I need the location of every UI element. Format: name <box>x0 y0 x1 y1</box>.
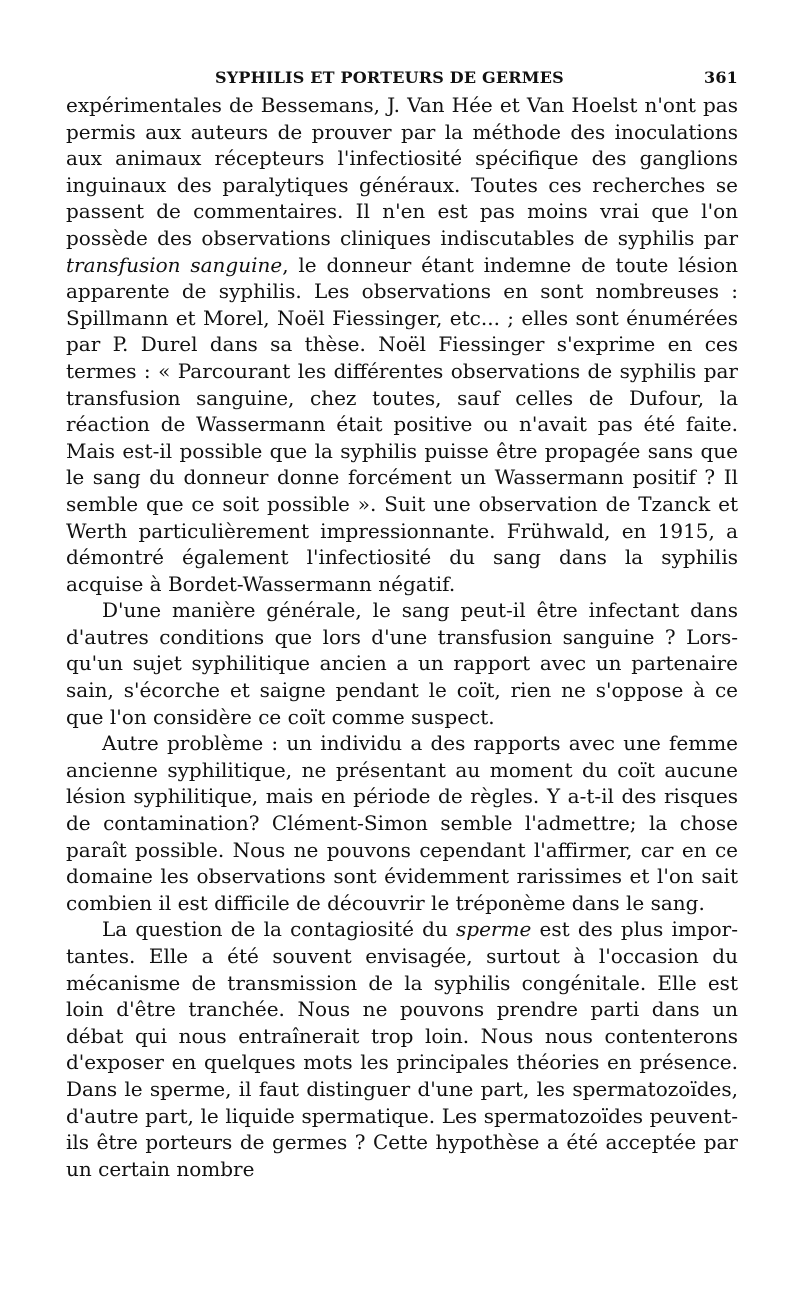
paragraph-1-text-1: expérimentales de Bessemans, J. Van Hée et Van Hoelst n'ont pas permis aux auteurs de prouver par la méthode des inoculations aux animaux récepteurs l'infectiosité spécifique des ganglions inguinaux des paralytiques généraux. Toutes ces recherches se passent de commentaires. Il n'en est pas moins vrai que l'on possède des observations cliniques indiscutables de syphilis par <box>66 93 738 250</box>
paragraph-4-text-1: La question de la contagiosité du <box>102 917 457 942</box>
paragraph-4-italic-term: sperme <box>456 917 532 942</box>
paragraph-2 <box>66 597 738 730</box>
paragraph-3-text: Autre problème : un individu a des rapports avec une femme ancienne syphilitique, ne présentant au moment du coït aucune lésion syphilitique, mais en période de règles. Y a-t-il des risques de contamination? Clément-Simon semble l'admettre; la chose paraît possible. Nous ne pouvons cependant l'affirmer, car en ce domaine les observations sont évidemment rarissimes et l'on sait combien il est difficile de découvrir le tréponème dans le sang. <box>66 731 738 915</box>
paragraph-4-text-2: est des plus importantes. Elle a été souvent envisagée, surtout à l'occasion du mécanisme de transmission de la syphilis congénitale. Elle est loin d'être tranchée. Nous ne pouvons prendre parti dans un débat qui nous entraînerait trop loin. Nous nous contenterons d'exposer en quelques mots les principales théories en présence. Dans le sperme, il faut distinguer d'une part, les spermatozoïdes, d'autre part, le liquide spermatique. Les spermatozoïdes peuvent-ils être porteurs de germes ? Cette hypothèse a été acceptée par un certain nombre <box>66 917 738 1181</box>
book-page <box>66 62 738 1182</box>
paragraph-1 <box>66 92 738 597</box>
paragraph-4 <box>66 916 738 1182</box>
running-head <box>66 62 738 92</box>
paragraph-1-text-2: , le donneur étant indemne de toute lésion apparente de syphilis. Les observations en sont nombreuses : Spillmann et Morel, Noël Fiessinger, etc... ; elles sont énumérées par P. Durel dans sa thèse. Noël Fiessinger s'exprime en ces termes : « Parcourant les différentes observations de syphilis par transfusion sanguine, chez toutes, sauf celles de Dufour, la réaction de Wassermann était positive ou n'avait pas été faite. Mais est-il possible que la syphilis puisse être propagée sans que le sang du donneur donne forcément un Wassermann positif ? Il semble que ce soit possible ». Suit une observation de Tzanck et Werth particulièrement impressionnante. Frühwald, en 1915, a démontré également l'infectiosité du sang dans la syphilis acquise à Bordet-Wassermann négatif. <box>66 252 738 596</box>
paragraph-2-text: D'une manière générale, le sang peut-il être infectant dans d'autres conditions que lors d'une transfusion sanguine ? Lorsqu'un sujet syphilitique ancien a un rapport avec un partenaire sain, s'écorche et saigne pendant le coït, rien ne s'oppose à ce que l'on considère ce coït comme suspect. <box>66 598 738 729</box>
paragraph-1-italic-term: transfusion sanguine <box>66 252 283 277</box>
paragraph-3 <box>66 730 738 916</box>
page-number: 361 <box>704 68 738 87</box>
running-title: SYPHILIS ET PORTEURS DE GERMES <box>215 68 564 87</box>
